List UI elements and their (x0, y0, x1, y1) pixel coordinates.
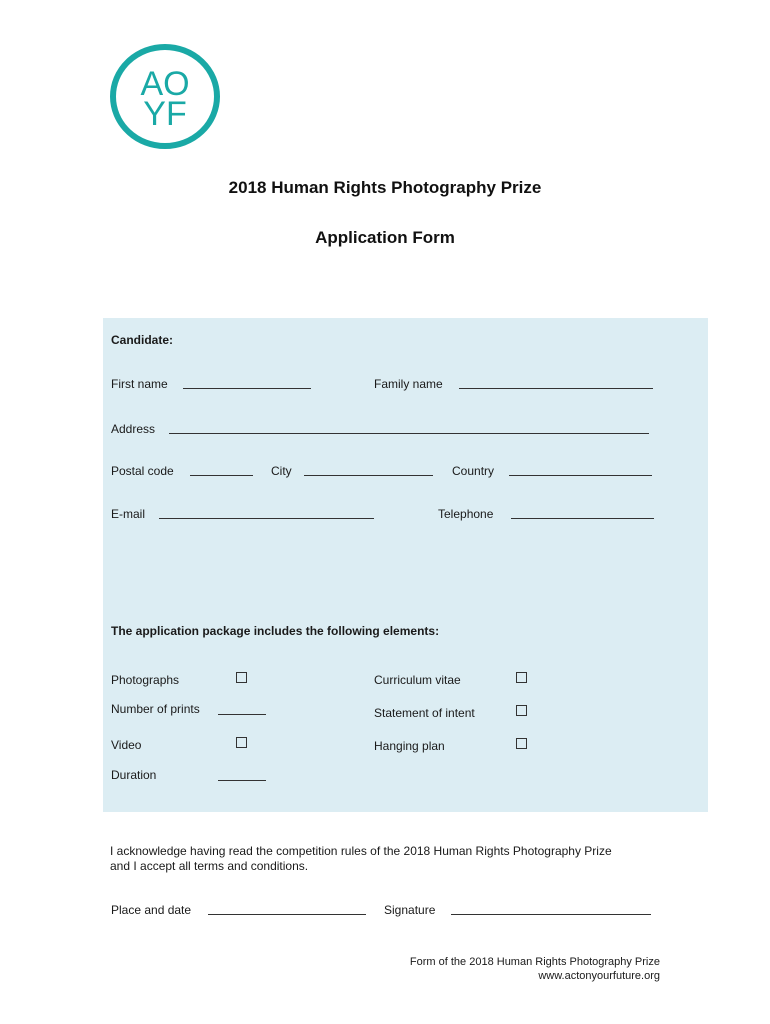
package-heading: The application package includes the following elements: (111, 624, 440, 638)
prints-field[interactable] (218, 714, 266, 715)
country-field[interactable] (509, 475, 652, 476)
candidate-panel (103, 318, 708, 812)
candidate-heading: Candidate: (111, 333, 174, 347)
video-checkbox[interactable] (236, 737, 247, 748)
hanging-checkbox[interactable] (516, 738, 527, 749)
footer-line-1: Form of the 2018 Human Rights Photography Prize (409, 956, 660, 968)
address-label: Address (111, 422, 156, 436)
country-label: Country (452, 464, 495, 478)
signature-label: Signature (384, 903, 436, 917)
cv-label: Curriculum vitae (374, 673, 461, 687)
telephone-label: Telephone (438, 507, 494, 521)
city-field[interactable] (304, 475, 433, 476)
logo-text-bottom: YF (143, 95, 187, 133)
statement-checkbox[interactable] (516, 705, 527, 716)
acknowledgement-line-2: and I accept all terms and conditions. (110, 859, 309, 873)
postal-code-field[interactable] (190, 475, 253, 476)
logo-text-top: AO (140, 65, 190, 103)
photographs-checkbox[interactable] (236, 672, 247, 683)
prints-label: Number of prints (111, 702, 200, 716)
duration-label: Duration (111, 768, 157, 782)
form-title: 2018 Human Rights Photography Prize (228, 178, 542, 197)
footer (410, 955, 660, 983)
place-date-field[interactable] (208, 914, 366, 915)
form-subtitle: Application Form (315, 228, 455, 247)
place-date-label: Place and date (111, 903, 192, 917)
family-name-label: Family name (374, 377, 443, 391)
aoyf-logo (109, 43, 221, 150)
postal-code-label: Postal code (111, 464, 174, 478)
telephone-field[interactable] (511, 518, 654, 519)
signature-field[interactable] (451, 914, 651, 915)
city-label: City (271, 464, 292, 478)
duration-field[interactable] (218, 780, 266, 781)
footer-website: www.actonyourfuture.org (538, 970, 660, 982)
first-name-field[interactable] (183, 388, 311, 389)
video-label: Video (111, 738, 142, 752)
statement-label: Statement of intent (374, 706, 475, 720)
first-name-label: First name (111, 377, 168, 391)
cv-checkbox[interactable] (516, 672, 527, 683)
address-field[interactable] (169, 433, 649, 434)
family-name-field[interactable] (459, 388, 653, 389)
email-label: E-mail (111, 507, 146, 521)
hanging-label: Hanging plan (374, 739, 445, 753)
acknowledgement-line-1: I acknowledge having read the competition rules of the 2018 Human Rights Photography Prize (110, 844, 612, 858)
email-field[interactable] (159, 518, 374, 519)
photographs-label: Photographs (111, 673, 180, 687)
acknowledgement-text (110, 844, 670, 874)
